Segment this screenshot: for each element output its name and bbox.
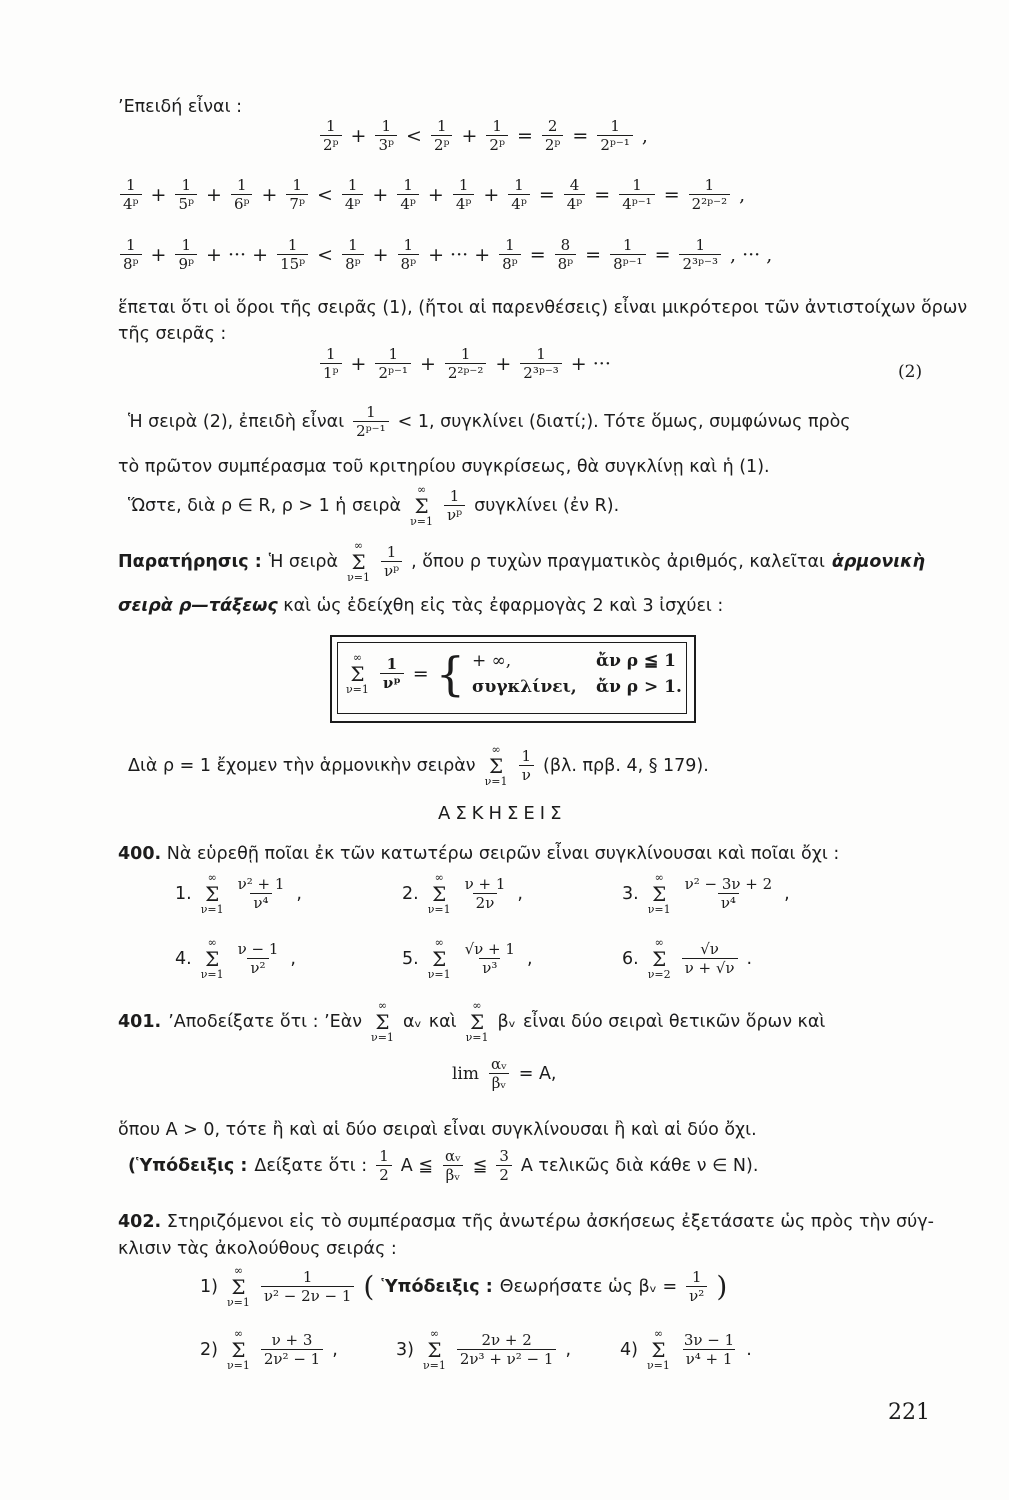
intro-text: ’Επειδή εἶναι : (118, 97, 242, 117)
remark-line: Παρατήρησις : Ἡ σειρὰ ∞ Σ ν=1 $\frac{1}{\text{νᵖ}}$ , ὅπου ρ τυχὼν πραγματικὸς ἀριθμός, καλεῖται ἁρμονικὴ (118, 539, 925, 584)
series-2: $\frac{1}{\text{1ᵖ}}$ + $\frac{1}{\text{2ᵖ⁻¹}}$ + $\frac{1}{\text{2²ᵖ⁻²}}$ + $\frac{1}{\text{2³ᵖ⁻³}}$ + ··· (318, 346, 611, 382)
ex400-item-5: 5. ∞ Σ ν=1 $\frac{√\nu + 1}{\text{ν³}}$ , (402, 936, 533, 981)
limit-formula: lim $\frac{\text{αᵥ}}{\text{βᵥ}}$ = Α, (452, 1055, 557, 1092)
ex400-item-1: 1. ∞ Σ ν=1 $\frac{\text{ν² + 1}}{\text{ν⁴}}$ , (175, 871, 302, 916)
paragraph-line: τὸ πρῶτον συμπέρασμα τοῦ κριτηρίου συγκρίσεως, θὰ συγκλίνῃ καὶ ἡ (1). (118, 457, 770, 477)
hint-401: (Ὑπόδειξις : Δείξατε ὅτι : $\frac{1}{2}$ Α ≦ $\frac{\text{αᵥ}}{\text{βᵥ}}$ ≦ $\frac{3}{2}$ Α τελικῶς διὰ κάθε ν ∈ N). (128, 1147, 759, 1184)
inequality-1: $\frac{1}{\text{2ᵖ}}$ + $\frac{1}{\text{3ᵖ}}$ < $\frac{1}{\text{2ᵖ}}$ + $\frac{1}{\text{2ᵖ}}$ = $\frac{2}{\text{2ᵖ}}$ = $\frac{1}{\text{2ᵖ⁻¹}}$ , (318, 118, 648, 154)
exercise-400: 400. Νὰ εὑρεθῇ ποῖαι ἐκ τῶν κατωτέρω σειρῶν εἶναι συγκλίνουσαι καὶ ποῖαι ὄχι : (118, 844, 840, 864)
fraction: $\frac{1}{\text{3ᵖ}}$ (375, 118, 397, 154)
harmonic-line: Διὰ ρ = 1 ἔχομεν τὴν ἁρμονικὴν σειρὰν ∞ Σ ν=1 $\frac{1}{\nu}$ (βλ. πρβ. 4, § 179). (128, 743, 709, 788)
inequality-2: $\frac{1}{\text{4ᵖ}}$ + $\frac{1}{\text{5ᵖ}}$ + $\frac{1}{\text{6ᵖ}}$ + $\frac{1}{\text{7ᵖ}}$ < $\frac{1}{\text{4ᵖ}}$ + $\frac{1}{\text{4ᵖ}}$ + $\frac{1}{\text{4ᵖ}}$ + $\frac{1}{\text{4ᵖ}}$ = $\frac{4}{\text{4ᵖ}}$ = $\frac{1}{\text{4ᵖ⁻¹}}$ = $\frac{1}{\text{2²ᵖ⁻²}}$ , (118, 177, 745, 213)
fraction: $\frac{1}{\text{2ᵖ}}$ (486, 118, 508, 154)
ex402-item-3: 3) ∞ Σ ν=1 $\frac{2\nu + 2}{\text{2ν³ + ν² − 1}}$ , (396, 1327, 572, 1372)
exercise-402: 402. Στηριζόμενοι εἰς τὸ συμπέρασμα τῆς ἀνωτέρω ἀσκήσεως ἐξετάσατε ὡς πρὸς τὴν σύγ- (118, 1212, 934, 1232)
exercise-401: 401. ’Αποδείξατε ὅτι : ’Εὰν ∞ Σ ν=1 αᵥ καὶ ∞ Σ ν=1 βᵥ εἶναι δύο σειραὶ θετικῶν ὅρων καὶ (118, 999, 826, 1044)
paragraph-a: Ἡ σειρὰ (2), ἐπειδὴ εἶναι $\frac{1}{\text{2ᵖ⁻¹}}$ < 1, συγκλίνει (διατί;). Τότε ὅμως, συμφώνως πρὸς (128, 403, 851, 440)
paragraph-line: τῆς σειρᾶς : (118, 324, 227, 344)
equation-label: (2) (898, 362, 923, 382)
boxed-formula: ∞ Σ ν=1 $\frac{1}{\text{νᵖ}}$ = { + ∞, ἄν ρ ≦ 1 συγκλίνει, ἄν ρ > 1. (346, 647, 682, 701)
left-brace: { (435, 647, 465, 701)
paragraph-line: ἕπεται ὅτι οἱ ὅροι τῆς σειρᾶς (1), (ἤτοι αἱ παρενθέσεις) εἶναι μικρότεροι τῶν ἀντιστοίχων ὅρων (118, 298, 968, 318)
paragraph-line: κλισιν τὰς ἀκολούθους σειράς : (118, 1239, 397, 1259)
inequality-3: $\frac{1}{\text{8ᵖ}}$ + $\frac{1}{\text{9ᵖ}}$ + ··· + $\frac{1}{\text{15ᵖ}}$ < $\frac{1}{\text{8ᵖ}}$ + $\frac{1}{\text{8ᵖ}}$ + ··· + $\frac{1}{\text{8ᵖ}}$ = $\frac{8}{\text{8ᵖ}}$ = $\frac{1}{\text{8ᵖ⁻¹}}$ = $\frac{1}{\text{2³ᵖ⁻³}}$ , ··· , (118, 237, 772, 273)
paragraph-line: ὅπου Α > 0, τότε ἢ καὶ αἱ δύο σειραὶ εἶναι συγκλίνουσαι ἢ καὶ αἱ δύο ὄχι. (118, 1120, 757, 1140)
ex400-item-6: 6. ∞ Σ ν=2 $\frac{√\nu}{\nu + √\nu}$ . (622, 936, 753, 981)
fraction: $\frac{1}{\text{2ᵖ}}$ (320, 118, 342, 154)
remark-line-2: σειρὰ ρ—τάξεως καὶ ὡς ἐδείχθη εἰς τὰς ἐφαρμογὰς 2 καὶ 3 ἰσχύει : (118, 596, 724, 616)
section-heading: ΑΣΚΗΣΕΙΣ (438, 803, 567, 824)
fraction: $\frac{1}{\text{2ᵖ⁻¹}}$ (597, 118, 632, 154)
ex400-item-3: 3. ∞ Σ ν=1 $\frac{\text{ν² − 3ν + 2}}{\text{ν⁴}}$ , (622, 871, 790, 916)
conclusion-line: Ὥστε, διὰ ρ ∈ R, ρ > 1 ἡ σειρὰ ∞ Σ ν=1 $\frac{1}{\text{νᵖ}}$ συγκλίνει (ἐν R). (128, 483, 620, 528)
ex402-item-1: 1) ∞ Σ ν=1 $\frac{1}{\text{ν² − 2ν − 1}}$ ( Ὑπόδειξις : Θεωρήσατε ὡς βᵥ = $\frac{1}{\text{ν²}}$ ) (200, 1264, 728, 1309)
fraction: $\frac{1}{\text{2ᵖ}}$ (431, 118, 453, 154)
ex400-item-2: 2. ∞ Σ ν=1 $\frac{\nu + 1}{2\nu}$ , (402, 871, 523, 916)
ex400-item-4: 4. ∞ Σ ν=1 $\frac{\nu - 1}{\text{ν²}}$ , (175, 936, 296, 981)
ex402-item-4: 4) ∞ Σ ν=1 $\frac{3\nu - 1}{\text{ν⁴ + 1}}$ . (620, 1327, 752, 1372)
ex402-item-2: 2) ∞ Σ ν=1 $\frac{\nu + 3}{\text{2ν² − 1}}$ , (200, 1327, 338, 1372)
fraction: $\frac{2}{\text{2ᵖ}}$ (542, 118, 564, 154)
page-number: 221 (888, 1400, 930, 1425)
